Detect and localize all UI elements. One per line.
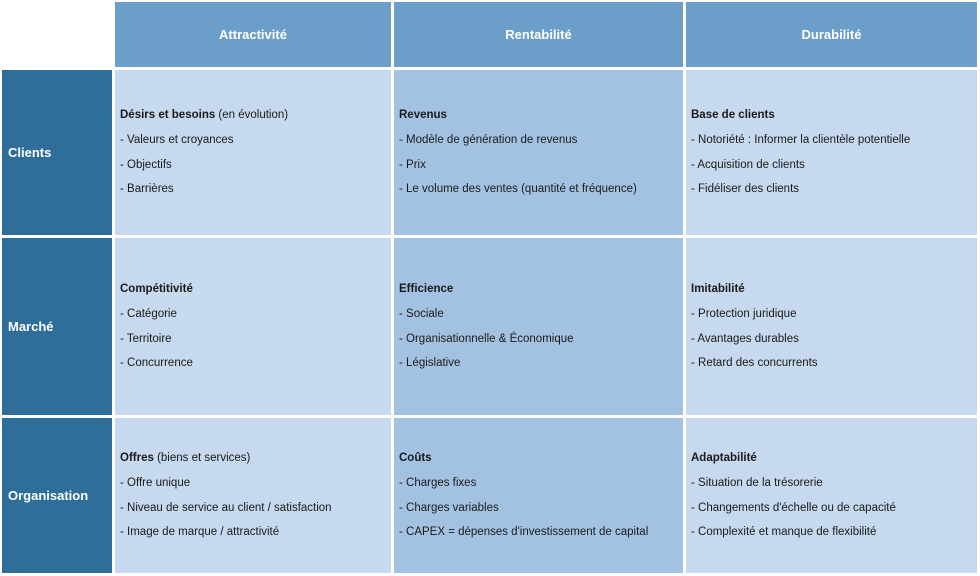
cell-clients-durabilite [686, 70, 977, 235]
list-item: - Notoriété : Informer la clientèle potentielle [691, 133, 911, 146]
cell-clients-attractivite [115, 70, 391, 235]
column-header-rentabilite: Rentabilité [394, 2, 683, 67]
list-item: - Situation de la trésorerie [691, 476, 823, 489]
cell-title [691, 103, 977, 128]
cell-organisation-durabilite [686, 418, 977, 573]
list-item: - CAPEX = dépenses d'investissement de capital [399, 526, 649, 539]
cell-title-bold: Efficience [399, 283, 454, 296]
cell-title [120, 277, 391, 302]
list-item: - Législative [399, 357, 461, 370]
cell-organisation-attractivite [115, 418, 391, 573]
list-item: - Catégorie [120, 307, 177, 320]
cell-title [691, 277, 977, 302]
list-item: - Charges fixes [399, 476, 477, 489]
list-item: - Territoire [120, 332, 172, 345]
column-header-attractivite: Attractivité [115, 2, 391, 67]
cell-organisation-rentabilite [394, 418, 683, 573]
cell-title-suffix: (en évolution) [215, 109, 289, 122]
list-item: - Avantages durables [691, 332, 799, 345]
list-item: - Charges variables [399, 501, 499, 514]
cell-marche-durabilite [686, 238, 977, 415]
cell-marche-rentabilite [394, 238, 683, 415]
list-item: - Protection juridique [691, 307, 797, 320]
cell-clients-rentabilite [394, 70, 683, 235]
list-item: - Fidéliser des clients [691, 183, 800, 196]
list-item: - Changements d'échelle ou de capacité [691, 501, 896, 514]
list-item: - Concurrence [120, 357, 193, 370]
list-item: - Organisationnelle & Économique [399, 332, 574, 345]
column-header-durabilite: Durabilité [686, 2, 977, 67]
cell-title [399, 446, 683, 471]
cell-title-bold: Désirs et besoins [120, 109, 216, 122]
list-item: - Prix [399, 158, 426, 171]
list-item: - Image de marque / attractivité [120, 526, 280, 539]
list-item: - Objectifs [120, 158, 172, 171]
row-header-organisation: Organisation [2, 418, 112, 573]
cell-title-bold: Offres [120, 452, 154, 465]
list-item: - Complexité et manque de flexibilité [691, 526, 877, 539]
cell-title-bold: Coûts [399, 452, 432, 465]
cell-title [120, 446, 391, 471]
cell-title-bold: Compétitivité [120, 283, 193, 296]
list-item: - Offre unique [120, 476, 191, 489]
cell-title-bold: Base de clients [691, 109, 775, 122]
cell-title [120, 103, 391, 128]
list-item: - Sociale [399, 307, 444, 320]
list-item: - Retard des concurrents [691, 357, 818, 370]
cell-title-suffix: (biens et services) [153, 452, 251, 465]
list-item: - Barrières [120, 183, 174, 196]
cell-title-bold: Imitabilité [691, 283, 745, 296]
list-item: - Le volume des ventes (quantité et fréquence) [399, 183, 637, 196]
list-item: - Niveau de service au client / satisfaction [120, 501, 332, 514]
cell-title-bold: Revenus [399, 109, 447, 122]
cell-title [691, 446, 977, 471]
cell-marche-attractivite [115, 238, 391, 415]
list-item: - Modèle de génération de revenus [399, 133, 578, 146]
cell-title [399, 277, 683, 302]
cell-title-bold: Adaptabilité [691, 452, 757, 465]
row-header-clients: Clients [2, 70, 112, 235]
list-item: - Acquisition de clients [691, 158, 805, 171]
list-item: - Valeurs et croyances [120, 133, 234, 146]
cell-title [399, 103, 683, 128]
row-header-marche: Marché [2, 238, 112, 415]
